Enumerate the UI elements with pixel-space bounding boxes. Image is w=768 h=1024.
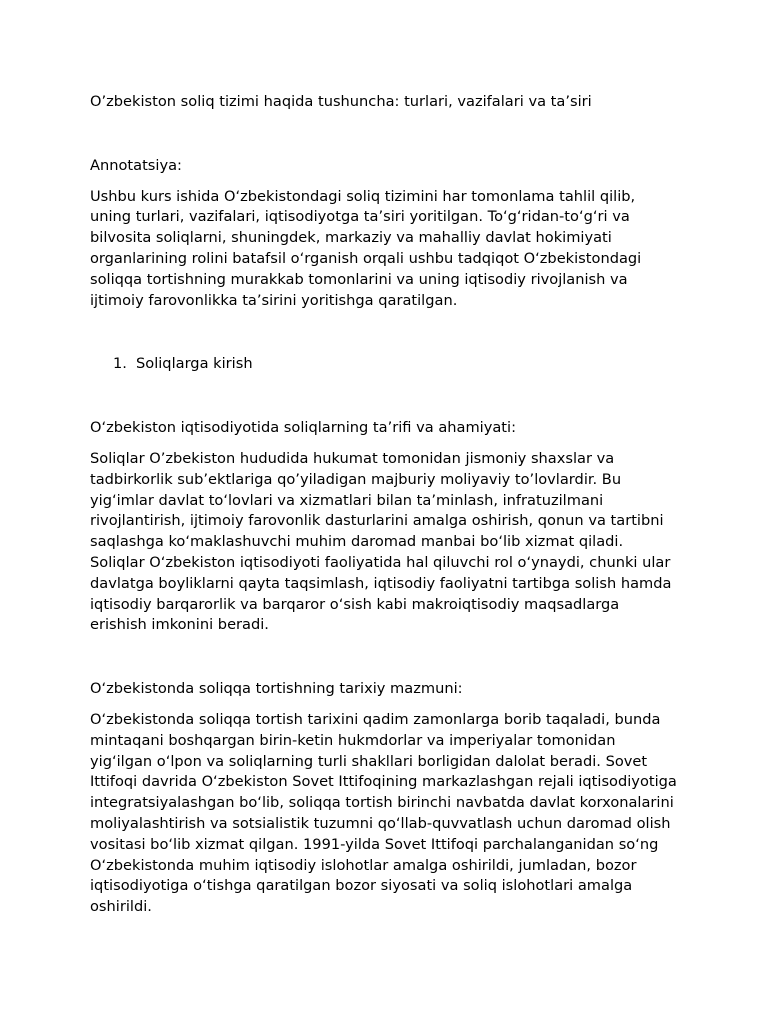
document-title: O’zbekiston soliq tizimi haqida tushuncha: turlari, vazifalari va ta’siri [90, 93, 592, 110]
list-item-label: Soliqlarga kirish [136, 355, 253, 373]
document-page [90, 92, 680, 918]
section-paragraph: O‘zbekistonda soliqqa tortish tarixini qadim zamonlarga borib taqaladi, bunda mintaqani boshqargan birin-ketin hukmdorlar va imperiyalar tomonidan yig‘ilgan o‘lpon va soliqlarning turli shakllari borligidan dalolat beradi. Sovet Ittifoqi davrida O‘zbekiston Sovet Ittifoqining markazlashgan rejali iqtisodiyotiga integratsiyalashgan bo‘lib, soliqqa tortish birinchi navbatda davlat korxonalarini moliyalashtirish va sotsialistik tuzumni qo‘llab-quvvatlash uchun daromad olish vositasi bo‘lib xizmat qilgan. 1991-yilda Sovet Ittifoqi parchalanganidan so‘ng O‘zbekistonda muhim iqtisodiy islohotlar amalga oshirildi, jumladan, bozor iqtisodiyotiga o‘tishga qaratilgan bozor siyosati va soliq islohotlari amalga oshirildi. [90, 710, 677, 916]
list-item [90, 354, 680, 375]
section-heading: O‘zbekiston iqtisodiyotida soliqlarning ta’rifi va ahamiyati: [90, 419, 516, 437]
annotation-paragraph: Ushbu kurs ishida O‘zbekistondagi soliq tizimini har tomonlama tahlil qilib, uning turlari, vazifalari, iqtisodiyotga ta’siri yoritilgan. To‘g‘ridan-to‘g‘ri va bilvosita soliqlarni, shuningdek, markaziy va mahalliy davlat hokimiyati organlarining rolini batafsil o‘rganish orqali ushbu tadqiqot O‘zbekistondagi soliqqa tortishning murakkab tomonlarini va uning iqtisodiy rivojlanish va ijtimoiy farovonlikka ta’sirini yoritishga qaratilgan. [90, 187, 642, 309]
annotation-heading: Annotatsiya: [90, 156, 182, 174]
section-heading: O‘zbekistonda soliqqa tortishning tarixiy mazmuni: [90, 680, 463, 698]
section-paragraph: Soliqlar O’zbekiston hududida hukumat tomonidan jismoniy shaxslar va tadbirkorlik sub’ektlariga qo’yiladigan majburiy moliyaviy to’lovlardir. Bu yig‘imlar davlat to‘lovlari va xizmatlari bilan ta’minlash, infratuzilmani rivojlantirish, ijtimoiy farovonlik dasturlarini amalga oshirish, qonun va tartibni saqlashga ko‘maklashuvchi muhim daromad manbai bo‘lib xizmat qiladi. Soliqlar O‘zbekiston iqtisodiyoti faoliyatida hal qiluvchi rol o‘ynaydi, chunki ular davlatga boyliklarni qayta taqsimlash, iqtisodiy faoliyatni tartibga solish hamda iqtisodiy barqarorlik va barqaror o‘sish kabi makroiqtisodiy maqsadlarga erishish imkonini beradi. [90, 449, 672, 634]
list-item-number: 1. [113, 355, 127, 373]
numbered-list [90, 354, 680, 375]
